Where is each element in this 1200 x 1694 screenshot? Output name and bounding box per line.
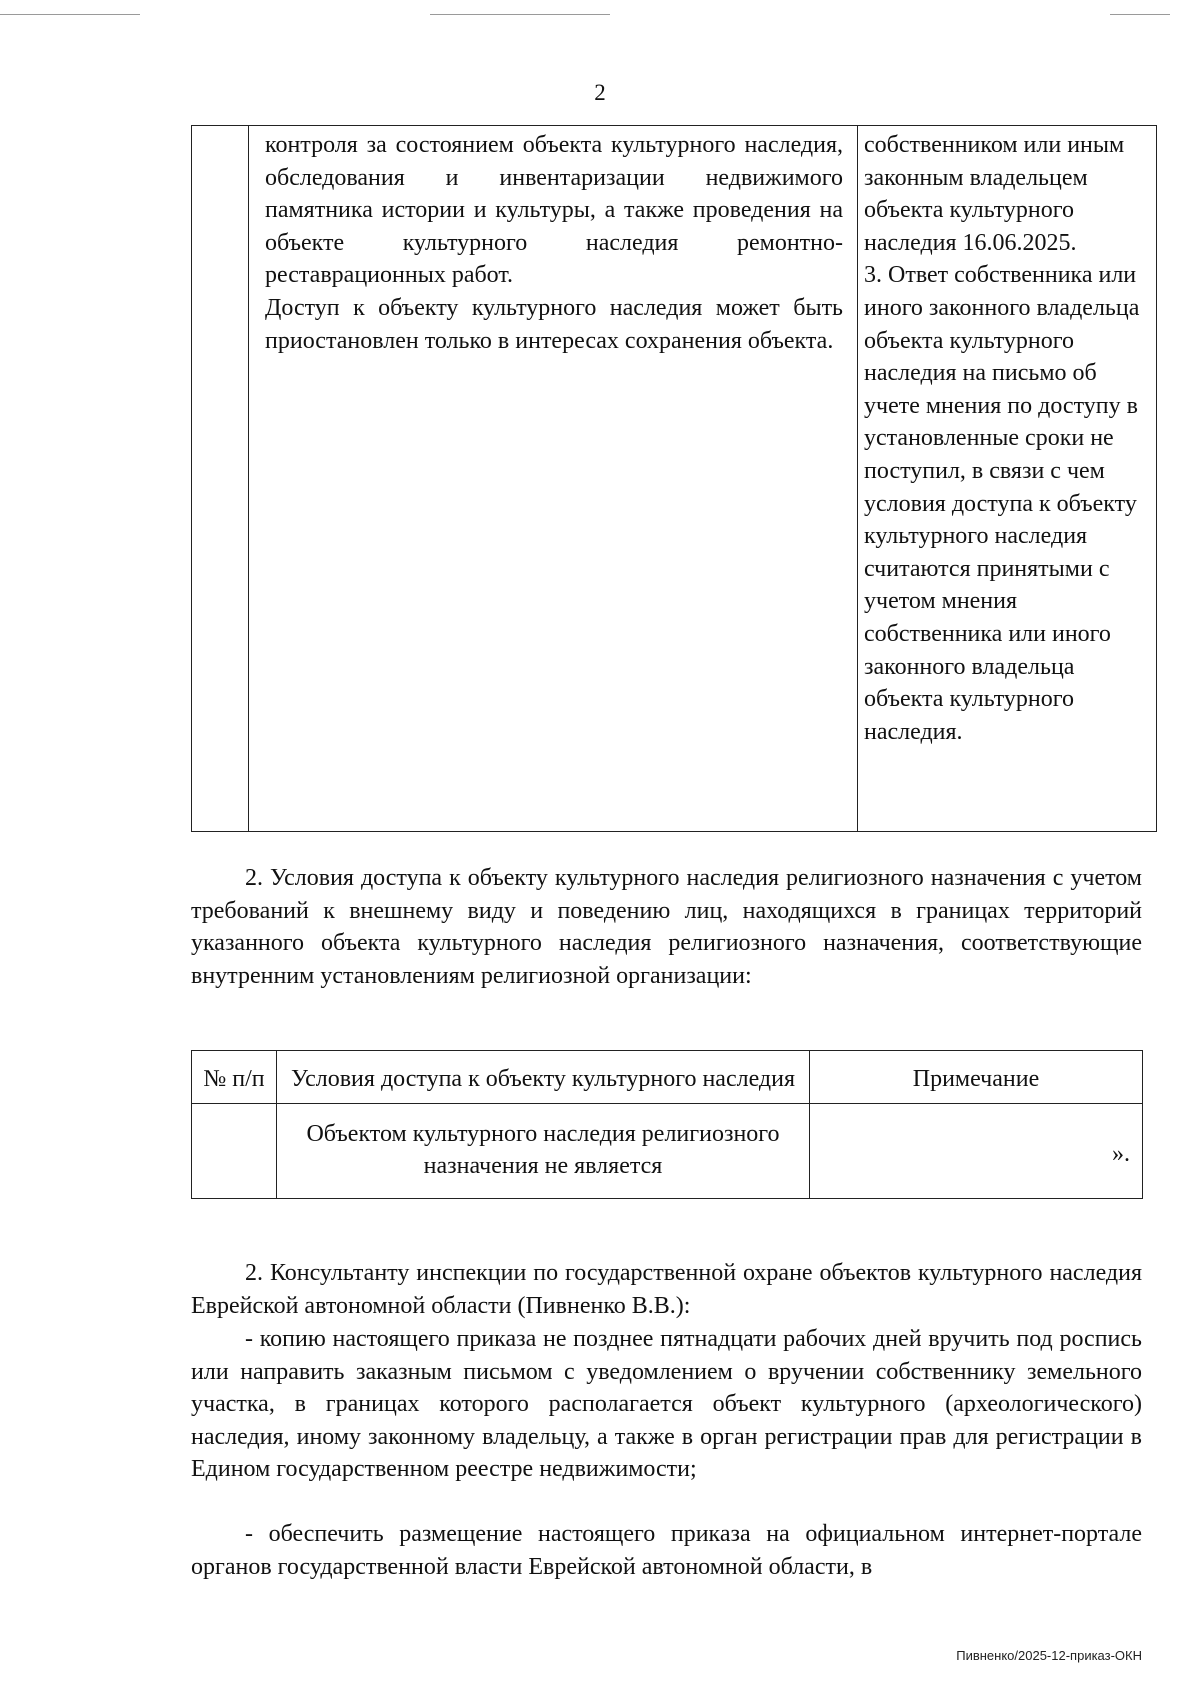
bullet-text: - обеспечить размещение настоящего приказа на официальном интернет-портале органов государственной власти Еврейской автономной области, в [191, 1521, 1142, 1580]
table-header-row [192, 1051, 1143, 1104]
note-cell: ». [810, 1104, 1143, 1199]
header-num: № п/п [192, 1051, 277, 1104]
item-2-text: 2. Консультанту инспекции по государственной охране объектов культурного наследия Еврейской автономной области (Пивненко В.В.): [191, 1260, 1142, 1319]
table-row [192, 126, 1157, 832]
row-number-cell [192, 126, 249, 832]
header-note: Примечание [810, 1051, 1143, 1104]
religious-conditions-table [191, 1050, 1143, 1199]
section-2-paragraph [191, 862, 1142, 992]
section-2-text: 2. Условия доступа к объекту культурного наследия религиозного назначения с учетом требований к внешнему виду и поведению лиц, находящихся в границах территорий указанного объекта культурного наследия религиозного назначения, соответствующие внутренним установлениям религиозной организации: [191, 865, 1142, 989]
condition-paragraph: контроля за состоянием объекта культурного наследия, обследования и инвентаризации недвижимого памятника истории и культуры, а также проведения на объекте культурного наследия ремонтно-реставрационных работ. [265, 132, 843, 289]
table-row [192, 1104, 1143, 1199]
condition-cell: Объектом культурного наследия религиозного назначения не является [277, 1104, 810, 1199]
row-number-cell [192, 1104, 277, 1199]
conditions-table-continued [191, 125, 1157, 832]
condition-cell [249, 126, 858, 832]
note-paragraph: собственником или иным законным владельцем объекта культурного наследия 16.06.2025. [864, 132, 1125, 256]
document-footer-code: Пивненко/2025-12-приказ-ОКН [956, 1648, 1142, 1663]
scan-artifact [430, 14, 530, 15]
scan-artifact [520, 14, 610, 15]
header-condition: Условия доступа к объекту культурного наследия [277, 1051, 810, 1104]
condition-paragraph: Доступ к объекту культурного наследия может быть приостановлен только в интересах сохранения объекта. [265, 294, 843, 354]
page-number: 2 [594, 80, 606, 105]
item-2-paragraph [191, 1257, 1142, 1322]
scan-artifact [1110, 14, 1170, 15]
bullet-paragraph [191, 1518, 1142, 1583]
bullet-paragraph [191, 1323, 1142, 1486]
note-paragraph: 3. Ответ собственника или иного законного владельца объекта культурного наследия на письмо об учете мнения по доступу в установленные сроки не поступил, в связи с чем условия доступа к объекту культурного наследия считаются принятыми с учетом мнения собственника или иного законного владельца объекта культурного наследия. [864, 262, 1140, 745]
bullet-text: - копию настоящего приказа не позднее пятнадцати рабочих дней вручить под роспись или направить заказным письмом с уведомлением о вручении собственнику земельного участка, в границах которого располагается объект культурного (археологического) наследия, иному законному владельцу, а также в орган регистрации прав для регистрации в Едином государственном реестре недвижимости; [191, 1326, 1142, 1483]
scan-artifact [0, 14, 140, 15]
note-cell [858, 126, 1157, 832]
